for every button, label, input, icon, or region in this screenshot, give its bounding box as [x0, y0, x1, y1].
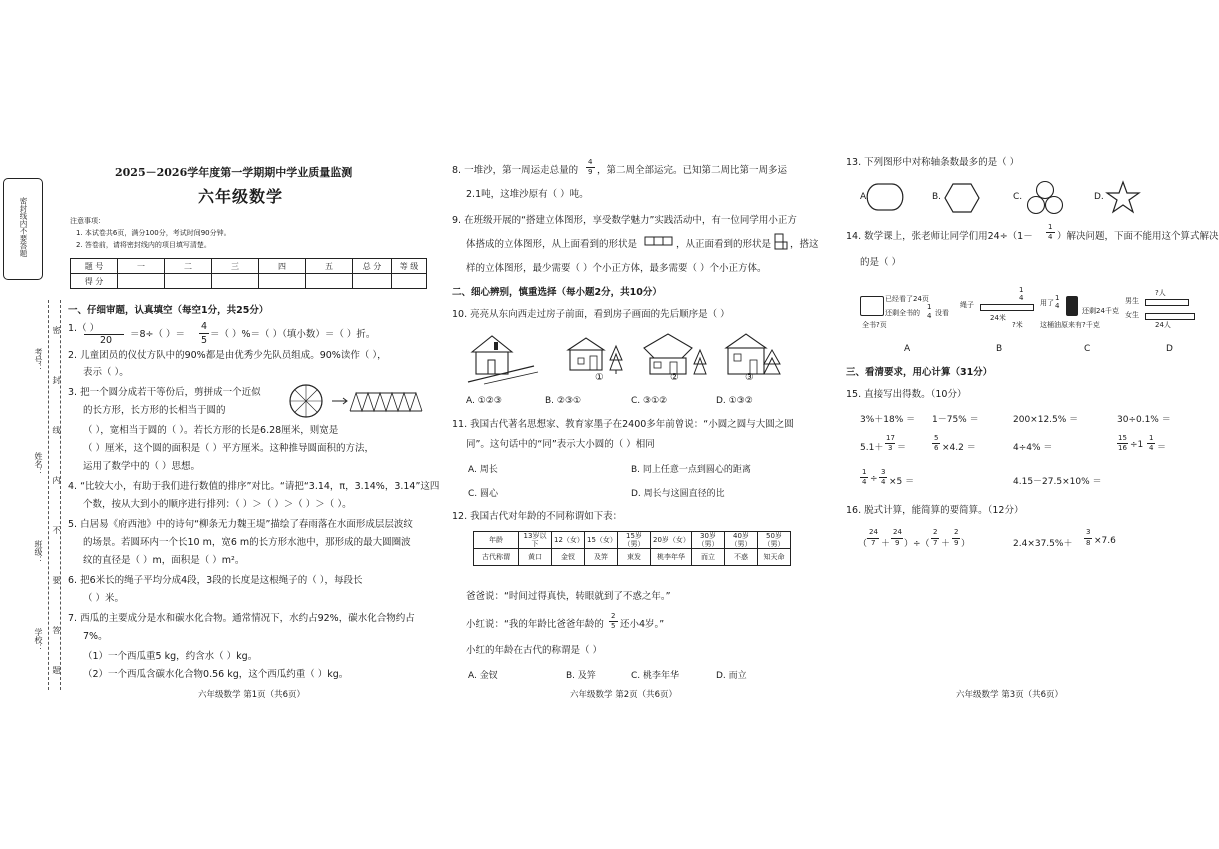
q14-part-c: 的是（ ）	[860, 257, 902, 268]
q1-fraction-num: 4	[201, 321, 208, 332]
table-cell: 及笄	[585, 549, 618, 566]
fraction-den: 8	[1086, 539, 1091, 547]
table-cell: 四	[259, 259, 306, 274]
fraction-num: 2	[954, 528, 959, 536]
q12-option-c: C. 桃李年华	[631, 671, 680, 681]
table-cell: 桃李年华	[651, 549, 692, 566]
q14-letter-d: D	[1166, 344, 1173, 354]
q14a-caption: 全书?页	[862, 321, 887, 329]
table-cell: 黄口	[519, 549, 552, 566]
table-cell: 知天命	[758, 549, 791, 566]
seal-char: 题	[52, 666, 61, 674]
houses-figure	[464, 330, 784, 388]
q14-letter-b: B	[996, 344, 1003, 354]
q9-part-c: ，从正面看到的形状是	[676, 239, 772, 250]
q16-heading: 16. 脱式计算，能简算的要简算。（12分）	[846, 505, 1024, 516]
table-cell: 金钗	[552, 549, 585, 566]
q14-fraction-den: 4	[1048, 233, 1053, 241]
q5-line-a: 5. 白居易《府西池》中的诗句“柳条无力魏王堤”描绘了春雨落在水面形成层层波纹	[68, 519, 413, 530]
q14d-caption: 24人	[1155, 321, 1171, 329]
fraction-num: 24	[869, 528, 878, 536]
fraction-num: 3	[1086, 528, 1091, 536]
q15-heading: 15. 直接写出得数。（10分）	[846, 389, 967, 400]
table-cell: 30岁（男）	[692, 532, 725, 549]
house-mark-3: ③	[745, 372, 754, 383]
q11-line-a: 11. 我国古代著名思想家、教育家墨子在2400多年前曾说：“小圆之圆与大圆之圆	[452, 419, 794, 430]
house-mark-2: ②	[670, 372, 679, 383]
q2-line-a: 2. 儿童团员的仪仗方队中的90%都是由优秀少先队员组成。90%读作（ ），	[68, 350, 387, 361]
table-cell: 题 号	[71, 259, 118, 274]
q14a-frac-num: 1	[927, 303, 932, 311]
q11-option-d: D. 周长与这圆直径的比	[631, 489, 725, 499]
page-3-footer: 六年级数学 第3页（共6页）	[956, 690, 1064, 700]
q14b-caption: ?米	[1012, 321, 1023, 329]
house-view-icon	[644, 334, 706, 374]
oral-calc-item: 4÷4% ＝	[1013, 443, 1053, 453]
hong-quote-a: 小红说：“我的年龄比爸爸年龄的	[466, 619, 604, 630]
table-cell: 五	[306, 259, 353, 274]
q14a-caption: 还剩全书的	[885, 309, 920, 317]
q8-fraction-den: 9	[588, 168, 593, 176]
q14b-caption: 绳子	[960, 301, 974, 309]
q7-line-a: 7. 西瓜的主要成分是水和碳水化合物。通常情况下，水约占92%，碳水化合物约占	[68, 613, 415, 624]
q12-text: 12. 我国古代对年龄的不同称谓如下表：	[452, 511, 623, 522]
q1-part-f: ＝（ ）%＝（ ）（填小数）＝（ ）折。	[210, 329, 376, 340]
book-icon	[860, 296, 884, 316]
q14c-caption: 还剩24千克	[1082, 307, 1119, 315]
q3-line-a: 3. 把一个圆分成若干等份后，剪拼成一个近似	[68, 387, 261, 398]
seal-char: 封	[52, 376, 61, 384]
seal-char: 答	[52, 626, 61, 634]
section-2-heading: 二、细心辨别，慎重选择（每小题2分，共10分）	[452, 287, 662, 298]
q14d-caption: 女生	[1125, 311, 1139, 319]
score-input	[165, 274, 212, 289]
table-cell: 15岁（男）	[618, 532, 651, 549]
semicircles-shape-icon	[872, 182, 898, 212]
q9-line-e: 样的立体图形，最少需要（ ）个小正方体，最多需要（ ）个小正方体。	[466, 263, 767, 274]
q14-letter-c: C	[1084, 344, 1091, 354]
oil-barrel-icon	[1066, 296, 1078, 316]
approx-rectangle-icon	[350, 393, 422, 411]
house-view-icon	[568, 338, 622, 374]
oral-calc-item: ÷1	[1130, 440, 1144, 450]
expr-part: ）÷（	[904, 539, 930, 549]
q14c-frac-num: 1	[1055, 294, 1060, 302]
q14b-caption: 24米	[990, 314, 1006, 322]
q12-option-b: B. 及笄	[566, 671, 596, 681]
notes-heading: 注意事项：	[70, 217, 105, 225]
score-input	[259, 274, 306, 289]
q14-part-a: 14. 数学课上，张老师让同学们用24÷（1－	[846, 231, 1033, 242]
table-cell: 三	[212, 259, 259, 274]
notice-box	[3, 178, 43, 280]
table-cell: 13岁以下	[519, 532, 552, 549]
q14a-caption: 已经看了24页	[885, 295, 929, 303]
house-view-icon	[726, 334, 780, 374]
oral-calc-item: 3%＋18% ＝	[860, 415, 916, 425]
q4-line-b: 个数，按从大到小的顺序进行排列：（ ）＞（ ）＞（ ）＞（ ）。	[83, 499, 352, 510]
q14-part-b: ）解决问题，下面不能用这个算式解决	[1057, 231, 1219, 242]
q7-line-c: （1）一个西瓜重5 kg，约含水（ ）kg。	[83, 651, 258, 662]
table-cell: 而立	[692, 549, 725, 566]
q3-line-b: 的长方形，长方形的长相当于圆的	[83, 405, 226, 416]
q13-option-d: D.	[1094, 192, 1104, 202]
fraction-num: 1	[1149, 434, 1154, 442]
oral-calc-item: ×4.2 ＝	[942, 443, 976, 453]
q14c-caption: 这桶油原来有?千克	[1040, 321, 1100, 329]
q6-line-a: 6. 把6米长的绳子平均分成4段，3段的长度是这根绳子的（ ），每段长	[68, 575, 363, 586]
q13-option-b: B.	[932, 192, 942, 202]
oral-calc-item: ＝	[897, 443, 907, 453]
oral-calc-item: 5.1＋	[860, 443, 884, 453]
q14-fraction-num: 1	[1048, 223, 1053, 231]
table-row	[474, 549, 791, 566]
oral-calc-item: 200×12.5% ＝	[1013, 415, 1079, 425]
girls-bar-icon	[1145, 313, 1195, 320]
q1-part-c: ＝8÷（ ）＝	[130, 329, 186, 340]
table-cell: 20岁（女）	[651, 532, 692, 549]
notice-text: 密封线内不要答题	[19, 197, 28, 257]
oral-calc-item: 30÷0.1% ＝	[1117, 415, 1171, 425]
table-cell: 总 分	[353, 259, 392, 274]
table-cell: 二	[165, 259, 212, 274]
oral-calc-item: 1－75% ＝	[932, 415, 979, 425]
note-2: 2. 答卷前，请将密封线内的项目填写清楚。	[76, 241, 211, 249]
q14c-frac-den: 4	[1055, 302, 1060, 310]
table-cell: 12（女）	[552, 532, 585, 549]
table-cell: 等 级	[392, 259, 427, 274]
fraction-den: 3	[888, 444, 893, 452]
section-3-heading: 三、看清要求，用心计算（31分）	[846, 367, 993, 378]
score-input	[118, 274, 165, 289]
table-cell: 50岁（男）	[758, 532, 791, 549]
score-input	[306, 274, 353, 289]
table-cell: 40岁（男）	[725, 532, 758, 549]
fraction-den: 9	[895, 539, 900, 547]
expr-part: ＋	[941, 539, 951, 549]
top-view-icon	[644, 236, 674, 246]
table-cell: 古代称谓	[474, 549, 519, 566]
oral-calc-item: 4.15－27.5×10% ＝	[1013, 477, 1102, 487]
seal-char: 内	[52, 476, 61, 484]
label-class: 班级：	[34, 540, 43, 564]
q3-line-d: （ ）厘米，这个圆的面积是（ ）平方厘米。这种推导圆面积的方法，	[83, 443, 375, 454]
exam-title: 2025－2026学年度第一学期期中学业质量监测	[115, 166, 353, 179]
q14b-frac-den: 4	[1019, 294, 1024, 302]
q9-part-b: 体搭成的立体图形，从上面看到的形状是	[466, 239, 638, 250]
q10-option-b: B. ②③①	[545, 396, 582, 406]
q11-option-a: A. 周长	[468, 465, 498, 475]
expr-part: ×7.6	[1094, 536, 1116, 546]
q14d-caption: ?人	[1155, 289, 1166, 297]
boys-bar-icon	[1145, 299, 1189, 306]
q14c-caption: 用了	[1040, 299, 1054, 307]
q7-line-b: 7%。	[83, 631, 108, 642]
star-shape-icon	[1106, 180, 1140, 214]
table-cell: 15（女）	[585, 532, 618, 549]
house-mark-1: ①	[595, 372, 604, 383]
q2-line-b: 表示（ ）。	[83, 367, 129, 378]
house-view-icon	[468, 336, 538, 384]
q1-denominator: 20	[100, 335, 113, 346]
label-exam-number: 考号：	[34, 348, 43, 372]
fraction-den: 7	[933, 539, 938, 547]
q8-part-c: 2.1吨，这堆沙原有（ ）吨。	[466, 189, 589, 200]
fraction-num: 1	[862, 468, 867, 476]
seal-char: 要	[52, 576, 61, 584]
fraction-den: 9	[954, 539, 959, 547]
q14-letter-a: A	[904, 344, 911, 354]
q9-part-d: ，搭这	[790, 239, 819, 250]
table-row	[474, 532, 791, 549]
q14d-caption: 男生	[1125, 297, 1139, 305]
score-input	[353, 274, 392, 289]
fraction-den: 4	[1149, 444, 1154, 452]
score-input	[392, 274, 427, 289]
label-name: 姓名：	[34, 452, 43, 476]
dad-quote: 爸爸说：“时间过得真快，转眼就到了不惑之年。”	[466, 591, 671, 602]
table-cell: 不惑	[725, 549, 758, 566]
q11-line-b: 同”。这句话中的“同”表示大小圆的（ ）相同	[466, 439, 655, 450]
fraction-num: 2	[933, 528, 938, 536]
fraction-den: 4	[881, 478, 886, 486]
q5-line-c: 纹的直径是（ ）m，面积是（ ）m²。	[83, 555, 245, 566]
hong-fraction-num: 2	[611, 612, 616, 620]
expr-part: （	[858, 539, 868, 549]
q3-line-c: （ ），宽相当于圆的（ ）。若长方形的长是6.28厘米，则宽是	[83, 425, 339, 436]
q8-fraction-num: 4	[588, 158, 593, 166]
score-value-row	[71, 274, 427, 289]
circle-to-rectangle-figure	[288, 383, 428, 423]
q11-option-c: C. 圆心	[468, 489, 499, 499]
q14b-frac-num: 1	[1019, 286, 1024, 294]
q11-option-b: B. 同上任意一点到圆心的距离	[631, 465, 751, 475]
section-1-heading: 一、仔细审题，认真填空（每空1分，共25分）	[68, 305, 269, 316]
q4-line-a: 4. “比较大小，有助于我们进行数值的排序”对比。“请把“3.14，π，3.14%，3.14”这四	[68, 481, 440, 492]
q3-line-e: 运用了数学中的（ ）思想。	[83, 461, 201, 472]
hong-quote-b: 还小4岁。”	[620, 619, 665, 630]
label-school: 学校：	[34, 628, 43, 652]
fraction-num: 3	[881, 468, 886, 476]
table-cell: 年龄	[474, 532, 519, 549]
oral-calc-item: ＝	[1157, 443, 1167, 453]
q14a-frac-den: 4	[927, 312, 932, 320]
q13-option-a: A.	[860, 192, 869, 202]
binding-line-outer	[48, 300, 49, 690]
score-header-row	[71, 259, 427, 274]
q12-option-d: D. 而立	[716, 671, 747, 681]
fraction-bar	[84, 334, 124, 335]
fraction-num: 15	[1118, 434, 1127, 442]
fraction-den: 16	[1118, 444, 1127, 452]
q5-line-b: 的场景。若圆环内一个长10 m，宽6 m的长方形水池中，那形成的最大圆圈波	[83, 537, 411, 548]
age-table	[473, 531, 791, 566]
q6-line-b: （ ）米。	[83, 593, 125, 604]
table-cell: 得 分	[71, 274, 118, 289]
q9-line-a: 9. 在班级开展的“搭建立体图形，享受数学魅力”实践活动中，有一位同学用小正方	[452, 215, 797, 226]
q12-option-a: A. 金钗	[468, 671, 498, 681]
q10-option-a: A. ①②③	[466, 396, 502, 406]
q12-question: 小红的年龄在古代的称谓是（ ）	[466, 645, 603, 656]
fraction-den: 6	[934, 444, 939, 452]
seal-char: 不	[52, 526, 61, 534]
table-cell: 一	[118, 259, 165, 274]
seal-char: 线	[52, 426, 61, 434]
fraction-num: 17	[886, 434, 895, 442]
q13-option-c: C.	[1013, 192, 1023, 202]
seal-char: 密	[52, 326, 61, 334]
page-1-footer: 六年级数学 第1页（共6页）	[198, 690, 306, 700]
score-input	[212, 274, 259, 289]
q10-option-d: D. ①③②	[716, 396, 753, 406]
table-cell: 束发	[618, 549, 651, 566]
score-table	[70, 258, 427, 289]
fraction-den: 4	[862, 478, 867, 486]
sliced-circle-icon	[290, 385, 322, 417]
expr-part: 2.4×37.5%＋	[1013, 539, 1073, 549]
oral-calc-item: ÷	[870, 474, 878, 484]
subject-title: 六年级数学	[198, 187, 284, 206]
hexagon-shape-icon	[944, 182, 980, 214]
q1-fraction-den: 5	[201, 335, 208, 346]
page-2-footer: 六年级数学 第2页（共6页）	[570, 690, 678, 700]
front-view-icon	[774, 233, 788, 251]
fraction-num: 5	[934, 434, 939, 442]
note-1: 1. 本试卷共6页，满分100分，考试时间90分钟。	[76, 229, 231, 237]
fraction-den: 7	[871, 539, 876, 547]
expr-part: ）	[961, 539, 971, 549]
three-circles-shape-icon	[1026, 180, 1064, 216]
hong-fraction-den: 5	[611, 622, 616, 630]
rope-icon	[980, 304, 1034, 311]
q14a-caption: 没看	[935, 309, 949, 317]
q8-part-a: 8. 一堆沙，第一周运走总量的	[452, 165, 579, 176]
q13-text: 13. 下列图形中对称轴条数最多的是（ ）	[846, 157, 1020, 168]
q1-part-a: 1.（ ）	[68, 323, 100, 334]
oral-calc-item: ×5 ＝	[889, 477, 915, 487]
fraction-num: 24	[893, 528, 902, 536]
q10-option-c: C. ③①②	[631, 396, 668, 406]
expr-part: ＋	[881, 539, 891, 549]
q8-part-b: ，第二周全部运完。已知第二周比第一周多运	[597, 165, 788, 176]
q7-line-d: （2）一个西瓜含碳水化合物0.56 kg，这个西瓜约重（ ）kg。	[83, 669, 349, 680]
q10-text: 10. 亮亮从东向西走过房子前面，看到房子画面的先后顺序是（ ）	[452, 309, 730, 320]
